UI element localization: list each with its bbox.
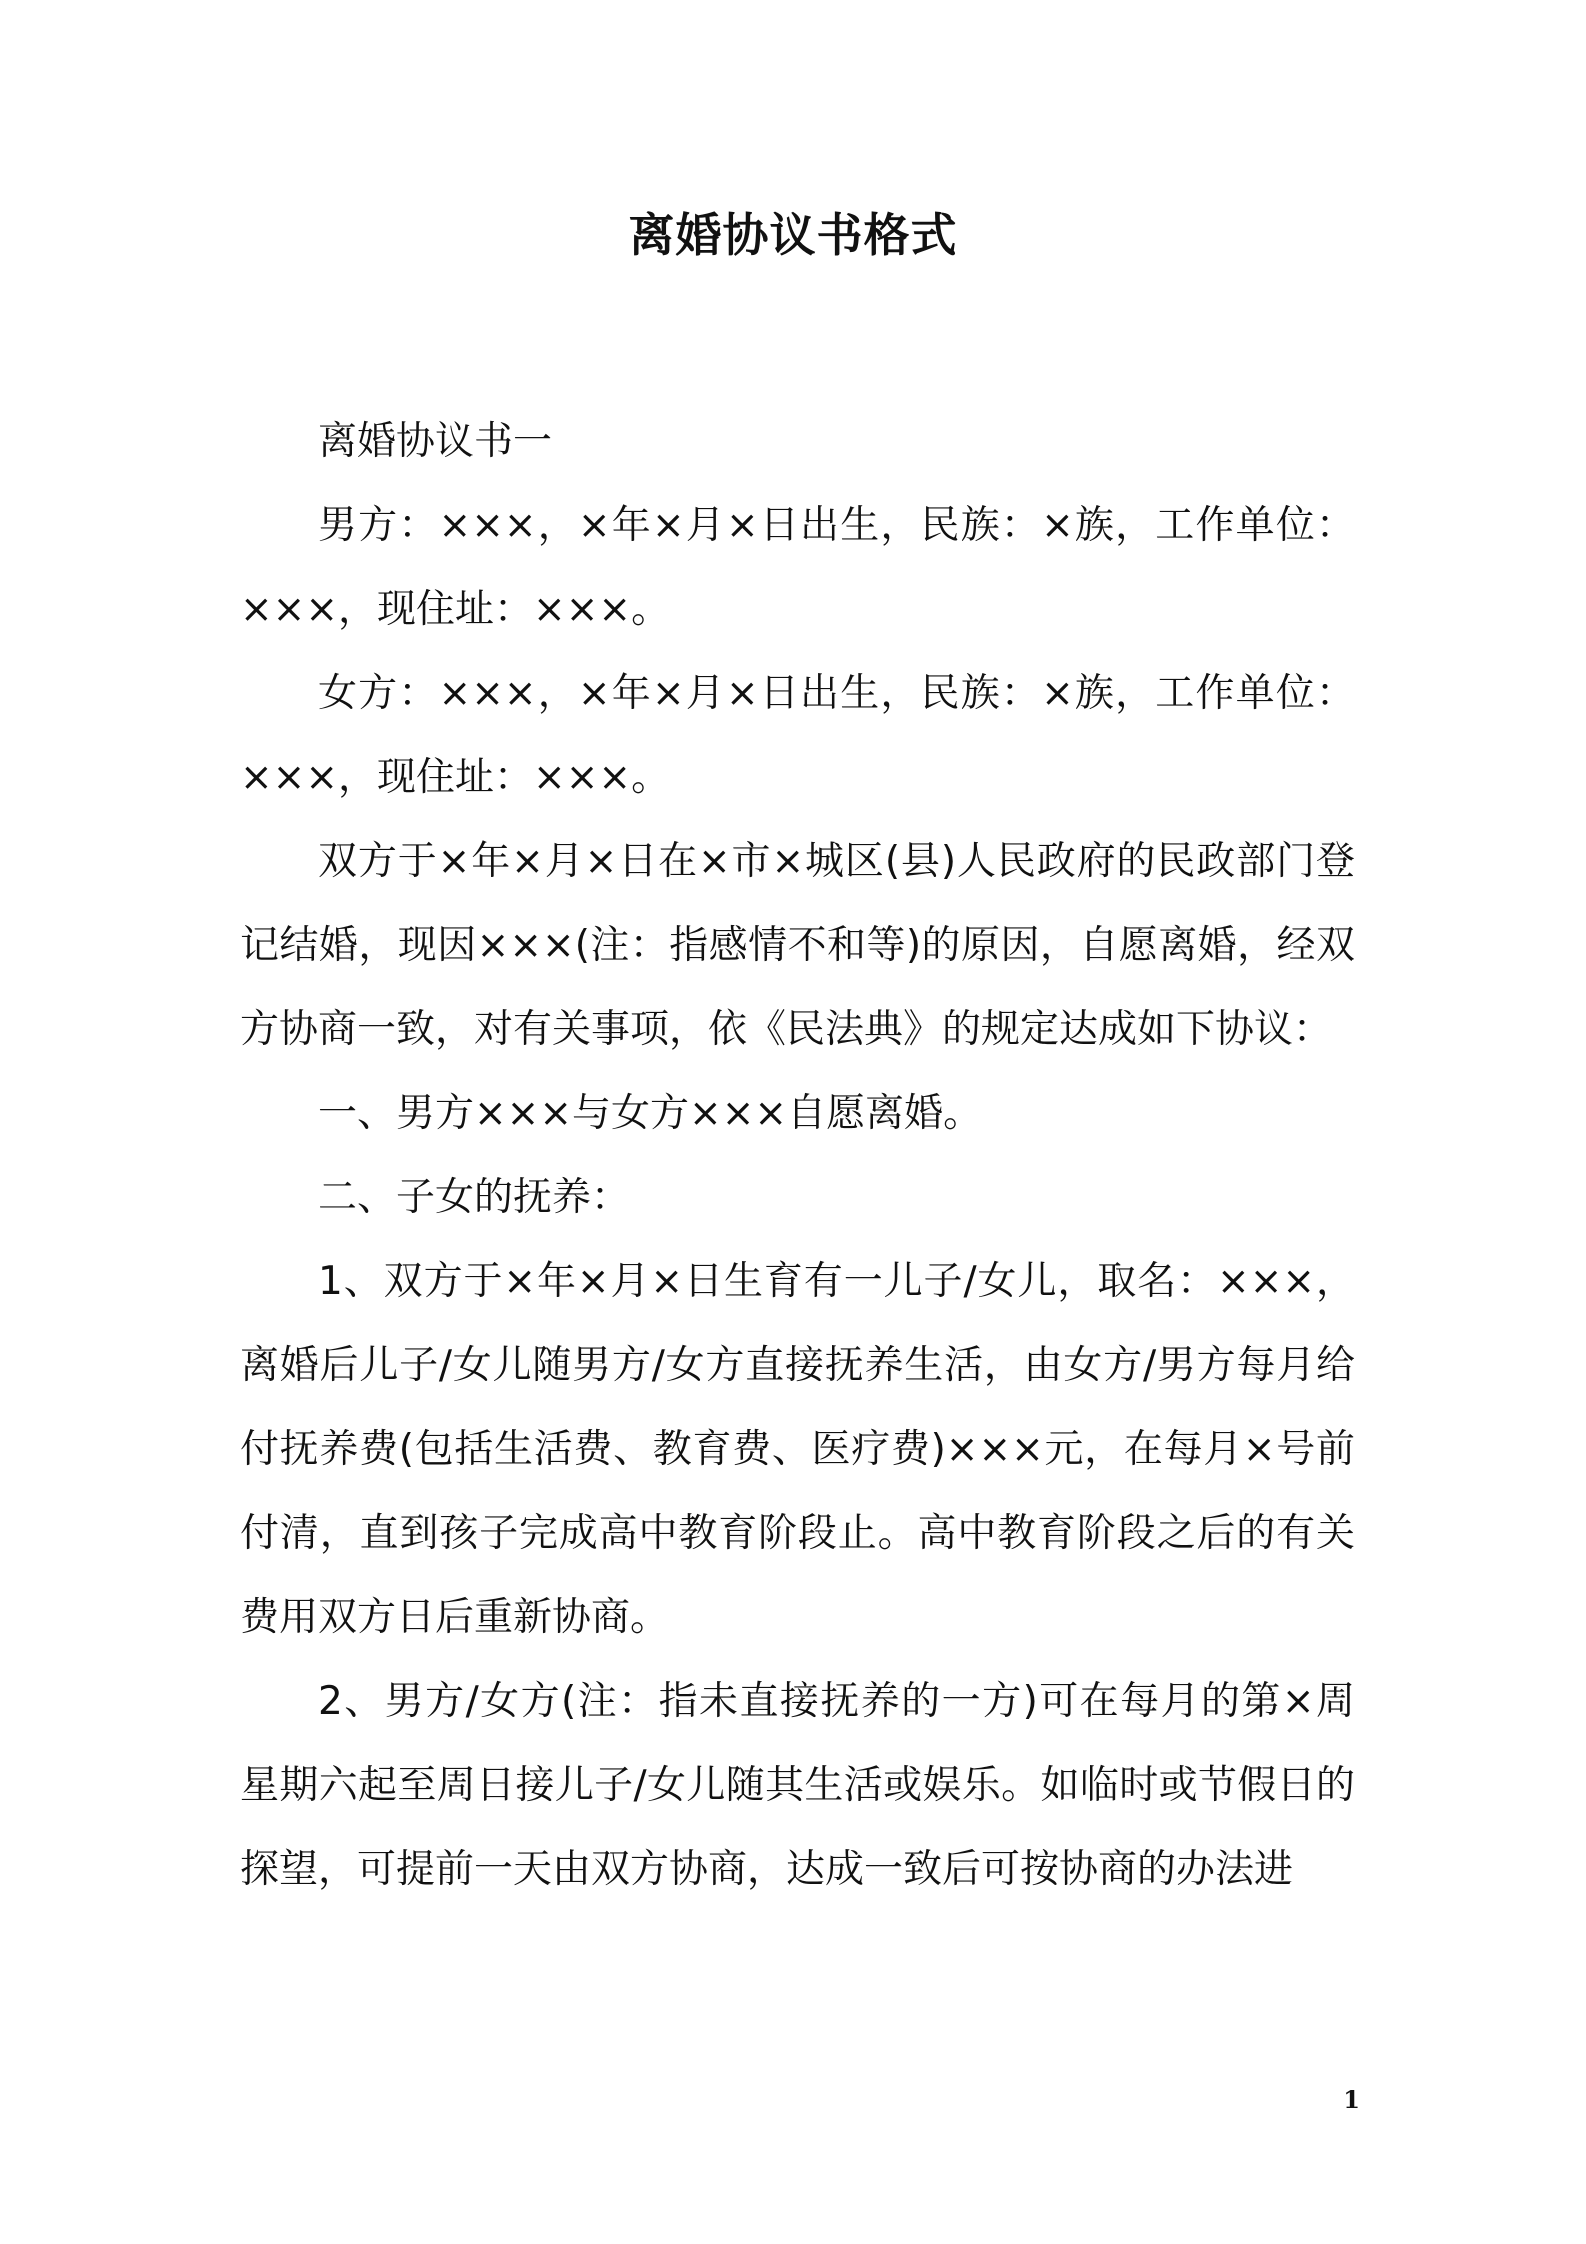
male-party-paragraph: 男方：×××，×年×月×日出生，民族：×族，工作单位：×××，现住址：×××。 bbox=[240, 503, 1355, 632]
child-support-paragraph: 1、双方于×年×月×日生育有一儿子/女儿，取名：×××，离婚后儿子/女儿随男方/女方直接抚养生活，由女方/男方每月给付抚养费(包括生活费、教育费、医疗费)×××元，在每月×号前付清，直到孩子完成高中教育阶段止。高中教育阶段之后的有关费用双方日后重新协商。 bbox=[240, 1259, 1355, 1640]
document-body bbox=[240, 400, 1355, 1912]
document-title: 离婚协议书格式 bbox=[628, 208, 958, 262]
page-number: 1 bbox=[1343, 2085, 1360, 2114]
divorce-agreement-item: 一、男方×××与女方×××自愿离婚。 bbox=[318, 1091, 983, 1136]
section-heading: 离婚协议书一 bbox=[318, 419, 553, 464]
visitation-paragraph: 2、男方/女方(注：指未直接抚养的一方)可在每月的第×周星期六起至周日接儿子/女儿随其生活或娱乐。如临时或节假日的探望，可提前一天由双方协商，达成一致后可按协商的办法进 bbox=[240, 1679, 1355, 1892]
female-party-paragraph: 女方：×××，×年×月×日出生，民族：×族，工作单位：×××，现住址：×××。 bbox=[240, 671, 1355, 800]
child-custody-heading: 二、子女的抚养： bbox=[318, 1175, 631, 1220]
marriage-registration-paragraph: 双方于×年×月×日在×市×城区(县)人民政府的民政部门登记结婚，现因×××(注：指感情不和等)的原因，自愿离婚，经双方协商一致，对有关事项，依《民法典》的规定达成如下协议： bbox=[240, 839, 1355, 1052]
